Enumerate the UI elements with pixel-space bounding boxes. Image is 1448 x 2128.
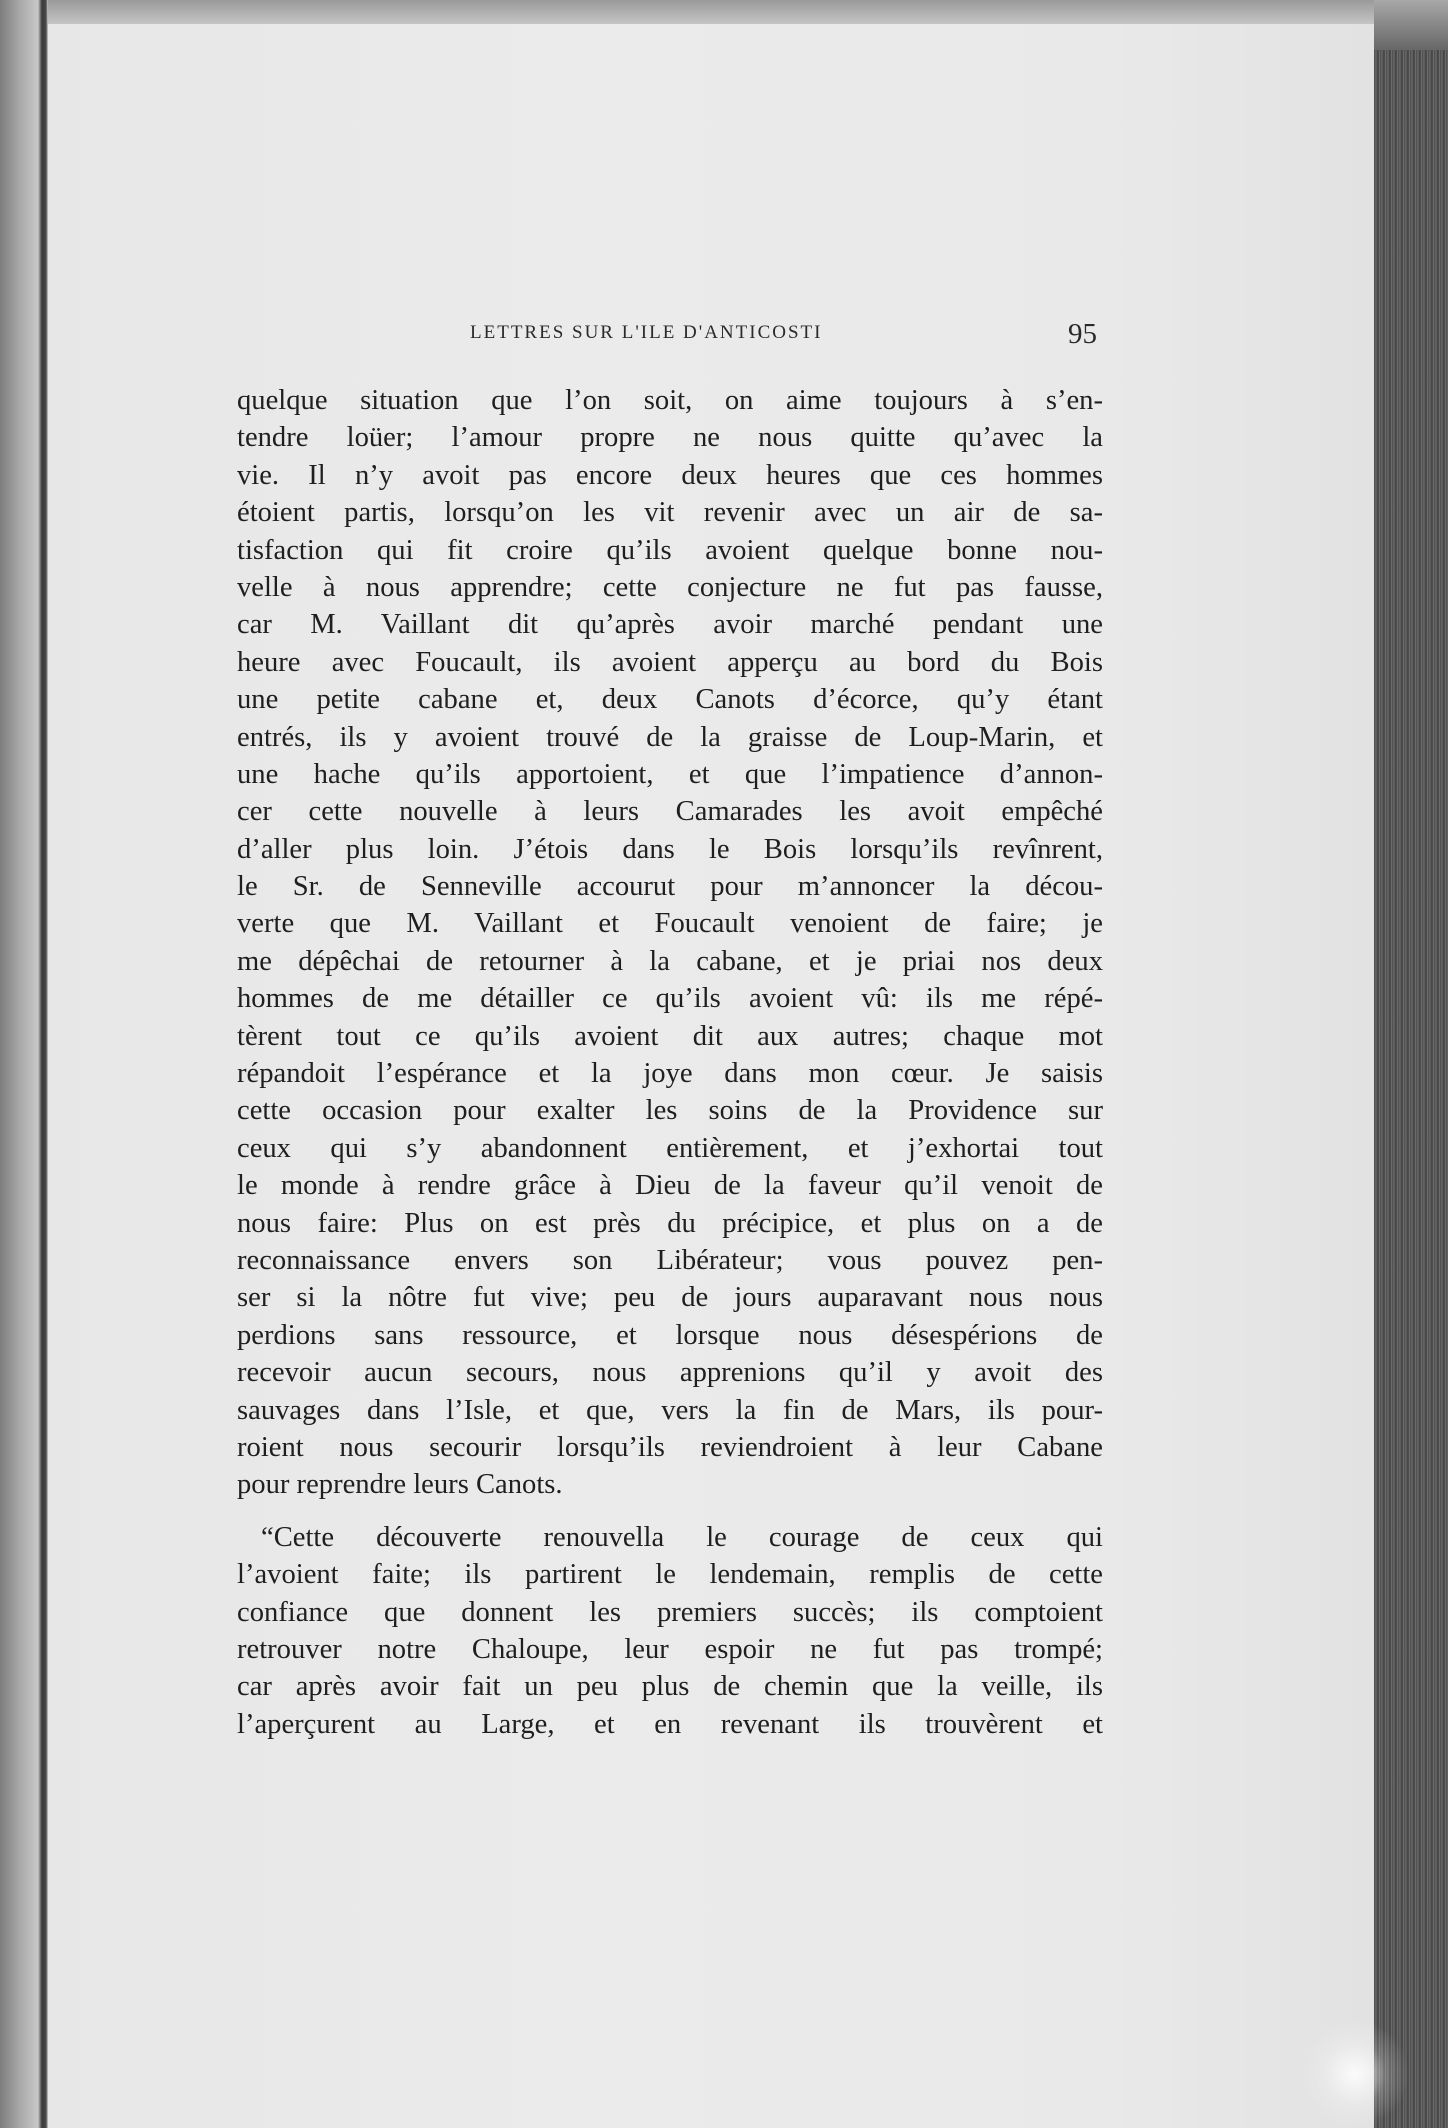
text-line: car après avoir fait un peu plus de chemin que la veille, ils xyxy=(237,1671,1103,1703)
book-spine-edge xyxy=(1374,50,1448,2128)
corner-light-glare xyxy=(1300,2020,1410,2128)
text-line: cette occasion pour exalter les soins de la Providence sur xyxy=(237,1095,1103,1127)
text-line: quelque situation que l’on soit, on aime toujours à s’en- xyxy=(237,385,1103,416)
text-line: retrouver notre Chaloupe, leur espoir ne fut pas trompé; xyxy=(237,1633,1103,1665)
paragraph-2 xyxy=(237,1519,1103,1743)
body-text xyxy=(237,382,1103,1743)
text-line: me dépêchai de retourner à la cabane, et je priai nos deux xyxy=(237,945,1103,977)
left-page-edge xyxy=(0,0,48,2128)
text-line: vie. Il n’y avoit pas encore deux heures que ces hommes xyxy=(237,459,1103,491)
text-line: d’aller plus loin. J’étois dans le Bois lorsqu’ils revînrent, xyxy=(237,833,1103,865)
text-line: confiance que donnent les premiers succès; ils comptoient xyxy=(237,1596,1103,1628)
text-line: roient nous secourir lorsqu’ils reviendroient à leur Cabane xyxy=(237,1431,1103,1463)
text-line: l’avoient faite; ils partirent le lendemain, remplis de cette xyxy=(237,1559,1103,1591)
paragraph-1 xyxy=(237,382,1103,1504)
text-line: entrés, ils y avoient trouvé de la graisse de Loup-Marin, et xyxy=(237,721,1103,753)
text-line: une hache qu’ils apportoient, et que l’impatience d’annon- xyxy=(237,758,1103,790)
text-line: perdions sans ressource, et lorsque nous désespérions de xyxy=(237,1319,1103,1351)
text-line: le Sr. de Senneville accourut pour m’annoncer la décou- xyxy=(237,871,1103,903)
text-line: nous faire: Plus on est près du précipice, et plus on a de xyxy=(237,1207,1103,1239)
text-line: ceux qui s’y abandonnent entièrement, et j’exhortai tout xyxy=(237,1132,1103,1164)
text-line: verte que M. Vaillant et Foucault venoient de faire; je xyxy=(237,908,1103,940)
text-line: cer cette nouvelle à leurs Camarades les avoit empêché xyxy=(237,796,1103,828)
text-line: tèrent tout ce qu’ils avoient dit aux autres; chaque mot xyxy=(237,1020,1103,1052)
text-line: tisfaction qui fit croire qu’ils avoient quelque bonne nou- xyxy=(237,534,1103,566)
text-line: l’aperçurent au Large, et en revenant ils trouvèrent et xyxy=(237,1708,1103,1740)
text-line: ser si la nôtre fut vive; peu de jours auparavant nous nous xyxy=(237,1282,1103,1314)
text-line: répandoit l’espérance et la joye dans mon cœur. Je saisis xyxy=(237,1058,1103,1090)
text-line: étoient partis, lorsqu’on les vit revenir avec un air de sa- xyxy=(237,497,1103,529)
text-line: heure avec Foucault, ils avoient apperçu au bord du Bois xyxy=(237,646,1103,678)
paragraph-gap xyxy=(237,1504,1103,1519)
running-head: LETTRES SUR L'ILE D'ANTICOSTI xyxy=(470,322,823,343)
text-line: le monde à rendre grâce à Dieu de la faveur qu’il venoit de xyxy=(237,1170,1103,1202)
text-line: hommes de me détailler ce qu’ils avoient vû: ils me répé- xyxy=(237,983,1103,1015)
text-line: recevoir aucun secours, nous apprenions qu’il y avoit des xyxy=(237,1357,1103,1389)
text-line: “Cette découverte renouvella le courage de ceux qui xyxy=(261,1521,1103,1553)
text-line: reconnaissance envers son Libérateur; vous pouvez pen- xyxy=(237,1244,1103,1276)
text-line: pour reprendre leurs Canots. xyxy=(237,1469,563,1501)
text-line: une petite cabane et, deux Canots d’écorce, qu’y étant xyxy=(237,684,1103,716)
text-line: car M. Vaillant dit qu’après avoir marché pendant une xyxy=(237,609,1103,641)
text-line: velle à nous apprendre; cette conjecture ne fut pas fausse, xyxy=(237,571,1103,603)
text-line: sauvages dans l’Isle, et que, vers la fin de Mars, ils pour- xyxy=(237,1394,1103,1426)
text-line: tendre loüer; l’amour propre ne nous quitte qu’avec la xyxy=(237,422,1103,454)
page-number: 95 xyxy=(1068,318,1097,350)
